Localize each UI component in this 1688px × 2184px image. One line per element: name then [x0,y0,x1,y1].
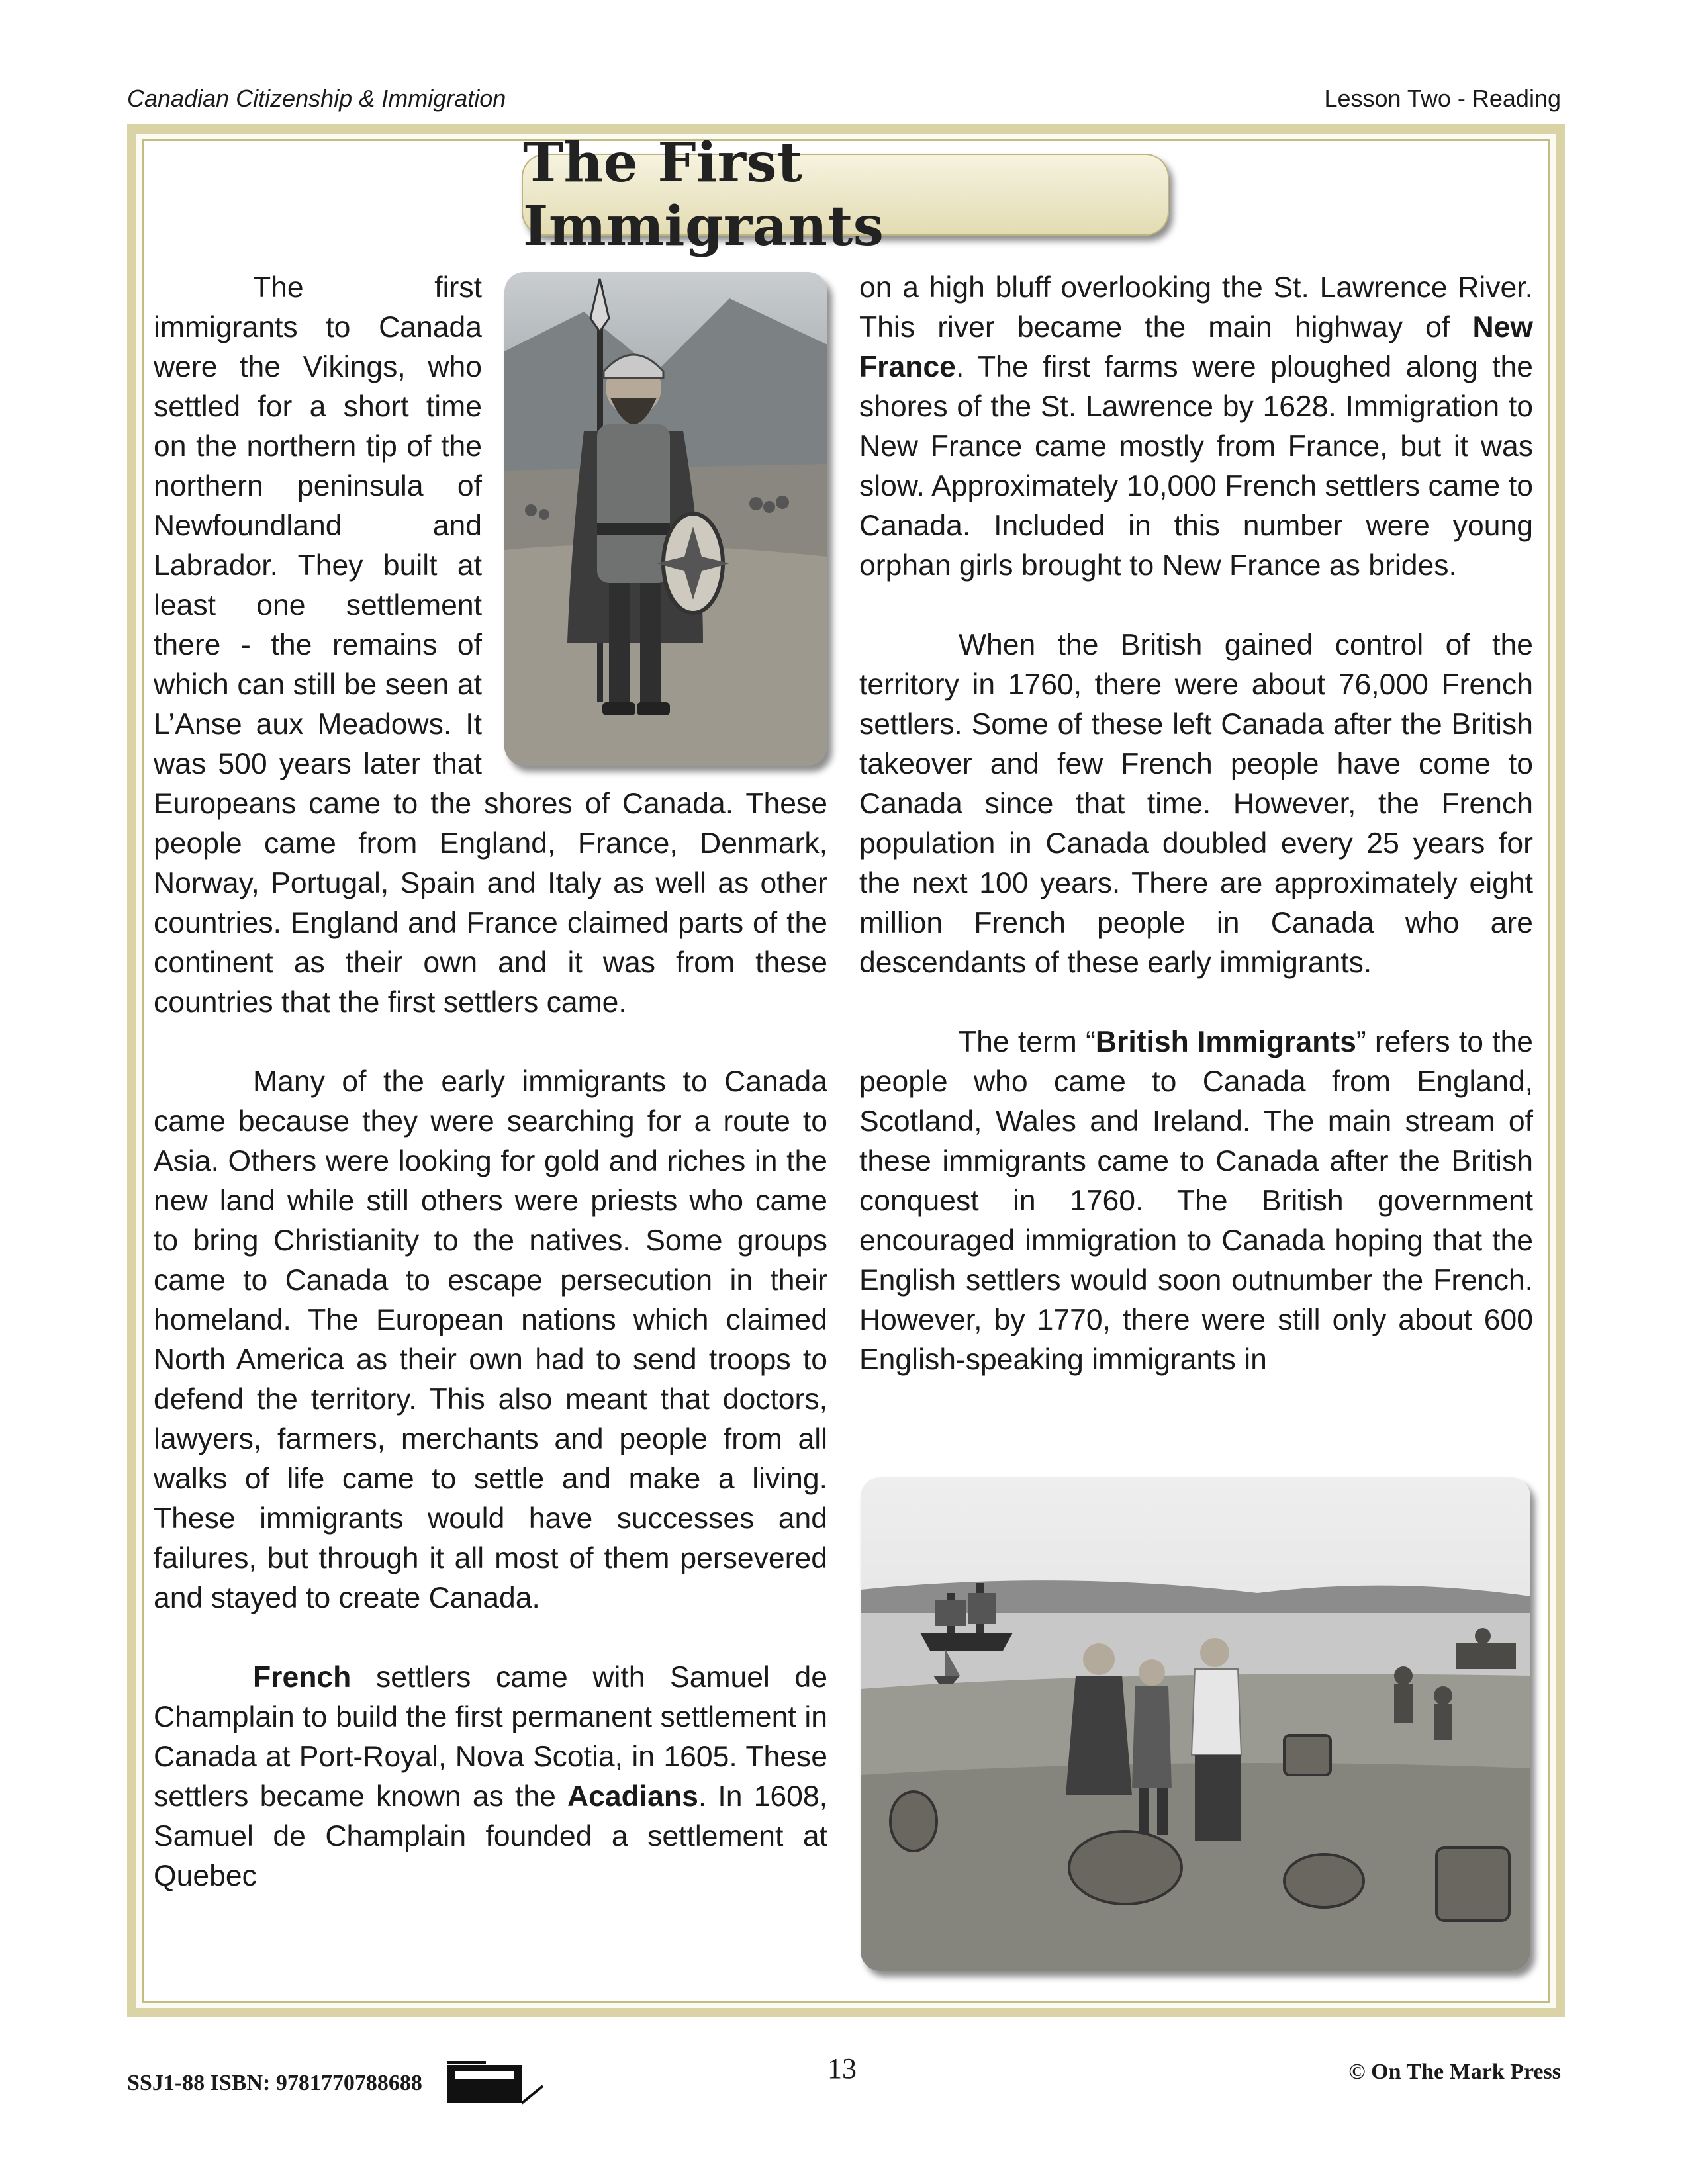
text-new-france-2: . The first farms were ploughed along the shores of the St. Lawrence by 1628. Immigration to New France came mostly from France, but it was slow. Approximately 10,000 French settlers came to Canada. Included in this number were young orphan girls brought to New France as brides. [859,351,1533,582]
viking-photo [504,272,827,766]
text-french-1: settlers came with Samuel de Champlain to build the first permanent settlement in Canada at Port-Royal, Nova Scotia, in 1605. These settlers became known as the [154,1661,827,1813]
text-french-2: . In 1608, Samuel de Champlain founded a settlement at Quebec [154,1780,827,1892]
bold-new-france: New France [859,311,1533,383]
colonists-photo [861,1477,1530,1971]
isbn-text: SSJ1-88 ISBN: 9781770788688 [127,2071,422,2095]
bold-french: French [253,1661,352,1694]
left-column [154,268,827,1896]
paragraph-early-immigrants: Many of the early immigrants to Canada came because they were searching for a route to Asia. Others were looking for gold and riches in the new land while still others were priests who came to bring Christianity to the natives. Some groups came to Canada to escape persecution in their homeland. The European nations which claimed North America as their own had to send troops to defend the territory. This also meant that doctors, lawyers, farmers, merchants and people from all walks of life came to settle and make a living. These immigrants would have successes and failures, but through it all most of them persevered and stayed to create Canada. [154,1066,827,1614]
paragraph-new-france [859,268,1533,586]
footer-isbn [127,2060,545,2107]
paragraph-french-settlers [154,1658,827,1896]
running-header-right: Lesson Two - Reading [1324,85,1561,112]
book-icon [446,2060,545,2107]
paragraph-british-control: When the British gained control of the territory in 1760, there were about 76,000 French settlers. Some of these left Canada after the British takeover and few French people have come to Canada since that time. However, the French population in Canada doubled every 25 years for the next 100 years. There are approximately eight million French people in Canada who are descendants of these early immigrants. [859,629,1533,979]
right-column [859,268,1533,1380]
paragraph-vikings [154,268,827,1023]
text-british-1: The term “ [959,1026,1096,1058]
text-new-france-1: on a high bluff overlooking the St. Lawrence River. This river became the main highway of [859,271,1533,343]
footer-publisher: © On The Mark Press [1348,2060,1561,2084]
bold-acadians: Acadians [567,1780,698,1813]
text-vikings: The first immigrants to Canada were the Vikings, who settled for a short time on the northern tip of the northern peninsula of Newfoundland and Labrador. They built at least one settlement there - the remains of which can still be seen at L’Anse aux Meadows. It was 500 years later that Europeans came to the shores of Canada. These people came from England, France, Denmark, Norway, Portugal, Spain and Italy as well as other countries. England and France claimed parts of the continent as their own and it was from these countries that the first settlers came. [154,271,827,1019]
colonists-illustration [861,1477,1530,1971]
paragraph-british-immigrants [859,1023,1533,1380]
page-number: 13 [827,2052,857,2085]
bold-british-immigrants: British Immigrants [1095,1026,1356,1058]
text-british-2: ” refers to the people who came to Canada from England, Scotland, Wales and Ireland. The main stream of these immigrants came to Canada after the British conquest in 1760. The British government encouraged immigration to Canada hoping that the English settlers would soon outnumber the French. However, by 1770, there were still only about 600 English-speaking immigrants in [859,1026,1533,1376]
page-title: The First Immigrants [523,131,884,258]
running-header-left: Canadian Citizenship & Immigration [127,85,506,112]
viking-illustration [504,272,827,766]
title-plaque [522,131,1169,258]
